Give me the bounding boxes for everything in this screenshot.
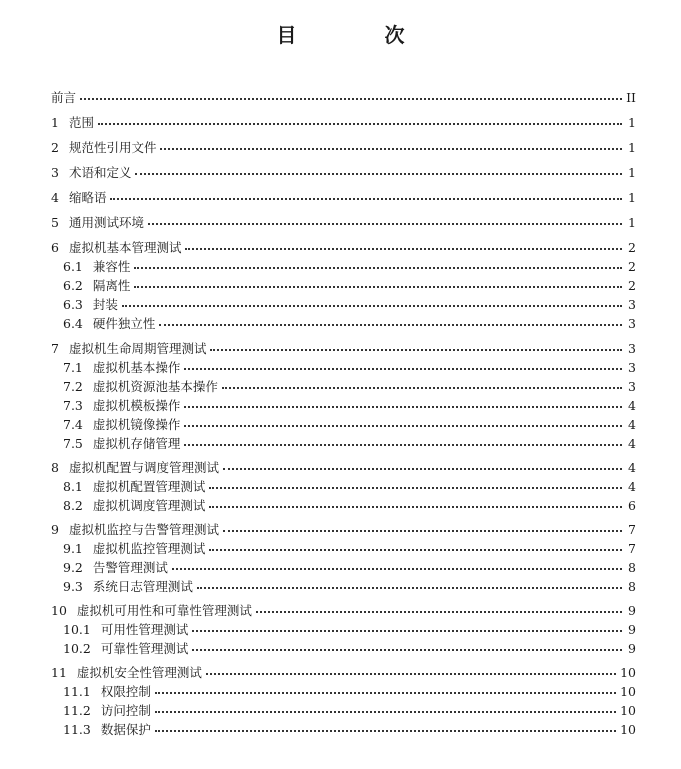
toc-entry-number: 2 (51, 140, 59, 155)
toc-entry[interactable] (51, 139, 636, 157)
dot-leader (184, 444, 622, 446)
toc-entry-number: 7 (51, 341, 59, 356)
toc-entry-number: 6.1 (63, 259, 83, 274)
toc-entry-label: 术语和定义 (68, 165, 132, 180)
toc-entry-label: 可靠性管理测试 (100, 641, 189, 656)
toc-entry-number: 9.1 (63, 541, 83, 556)
dot-leader (222, 387, 622, 389)
dot-leader (209, 506, 622, 508)
toc-entry[interactable] (63, 397, 636, 415)
toc-entry-label: 可用性管理测试 (100, 622, 189, 637)
dot-leader (197, 587, 622, 589)
toc-entry-label: 虚拟机生命周期管理测试 (68, 341, 207, 356)
dot-leader (110, 198, 622, 200)
dot-leader (160, 148, 622, 150)
dot-leader (192, 630, 622, 632)
toc-entry-number: 6.4 (63, 316, 83, 331)
toc-entry[interactable] (63, 559, 636, 577)
toc-entry-label: 虚拟机基本管理测试 (68, 240, 182, 255)
toc-entry[interactable] (51, 214, 636, 232)
toc-entry-number: 10.2 (63, 641, 91, 656)
toc-entry-page: 6 (628, 498, 636, 513)
toc-entry-number: 10 (51, 603, 67, 618)
toc-entry-number: 7.1 (63, 360, 83, 375)
toc-entry-number: 4 (51, 190, 59, 205)
toc-entry-number: 9.2 (63, 560, 83, 575)
toc-entry-page: II (626, 90, 636, 105)
dot-leader (184, 406, 622, 408)
toc-entry-number: 8.1 (63, 479, 83, 494)
toc-entry[interactable] (51, 340, 636, 358)
toc-entry-page: 1 (628, 215, 636, 230)
toc-entry-label: 封装 (92, 297, 118, 312)
toc-entry-number: 6.2 (63, 278, 83, 293)
toc-entry[interactable] (63, 640, 636, 658)
dot-leader (184, 425, 622, 427)
dot-leader (134, 286, 622, 288)
dot-leader (155, 711, 616, 713)
dot-leader (209, 487, 622, 489)
toc-entry-page: 3 (628, 341, 636, 356)
toc-entry[interactable] (63, 621, 636, 639)
toc-entry[interactable] (51, 459, 636, 477)
toc-entry-page: 3 (628, 379, 636, 394)
toc-entry-label: 范围 (68, 115, 94, 130)
dot-leader (134, 267, 622, 269)
toc-entry-label: 权限控制 (100, 684, 151, 699)
toc-entry-page: 1 (628, 190, 636, 205)
toc-entry-number: 1 (51, 115, 59, 130)
toc-entry-number: 7.4 (63, 417, 83, 432)
toc-entry[interactable] (63, 416, 636, 434)
toc-entry[interactable] (63, 540, 636, 558)
toc-entry[interactable] (51, 89, 636, 107)
toc-entry[interactable] (51, 521, 636, 539)
toc-entry-page: 9 (628, 641, 636, 656)
toc-entry-label: 规范性引用文件 (68, 140, 157, 155)
toc-entry-page: 4 (628, 398, 636, 413)
toc-entry-page: 4 (628, 436, 636, 451)
toc-entry-label: 虚拟机监控与告警管理测试 (68, 522, 219, 537)
toc-entry[interactable] (63, 435, 636, 453)
toc-entry-number: 3 (51, 165, 59, 180)
toc-entry-label: 访问控制 (100, 703, 151, 718)
toc-entry-page: 1 (628, 140, 636, 155)
toc-entry-page: 2 (628, 259, 636, 274)
toc-entry-label: 虚拟机存储管理 (92, 436, 181, 451)
toc-entry-label: 缩略语 (68, 190, 107, 205)
dot-leader (223, 468, 622, 470)
toc-entry-page: 1 (628, 165, 636, 180)
toc-entry-page: 3 (628, 360, 636, 375)
toc-entry[interactable] (51, 114, 636, 132)
dot-leader (159, 324, 622, 326)
toc-entry[interactable] (51, 602, 636, 620)
toc-entry[interactable] (63, 315, 636, 333)
toc-entry-page: 4 (628, 417, 636, 432)
toc-entry[interactable] (63, 478, 636, 496)
toc-entry-number: 9.3 (63, 579, 83, 594)
toc-entry-page: 7 (628, 522, 636, 537)
toc-entry[interactable] (63, 378, 636, 396)
dot-leader (209, 549, 622, 551)
toc-entry[interactable] (63, 721, 636, 739)
dot-leader (135, 173, 622, 175)
toc-entry-page: 2 (628, 240, 636, 255)
toc-entry-page: 3 (628, 297, 636, 312)
toc-entry-label: 隔离性 (92, 278, 131, 293)
toc-entry-label: 虚拟机安全性管理测试 (76, 665, 202, 680)
toc-entry-label: 虚拟机调度管理测试 (92, 498, 206, 513)
dot-leader (98, 123, 622, 125)
dot-leader (192, 649, 622, 651)
dot-leader (256, 611, 622, 613)
toc-entry-label: 虚拟机配置管理测试 (92, 479, 206, 494)
page-title: 目 次 (276, 23, 439, 47)
toc-entry-label: 兼容性 (92, 259, 131, 274)
toc-entry-label: 虚拟机模板操作 (92, 398, 181, 413)
toc-entry-page: 10 (620, 722, 636, 737)
toc-entry-label: 虚拟机配置与调度管理测试 (68, 460, 219, 475)
toc-entry[interactable] (63, 683, 636, 701)
toc-entry-page: 7 (628, 541, 636, 556)
dot-leader (148, 223, 622, 225)
toc-entry-number: 7.2 (63, 379, 83, 394)
toc-entry-number: 7.5 (63, 436, 83, 451)
toc-entry-number: 5 (51, 215, 59, 230)
toc-entry[interactable] (51, 239, 636, 257)
toc-entry-number: 11.2 (63, 703, 91, 718)
toc-entry[interactable] (63, 359, 636, 377)
toc-entry-number: 7.3 (63, 398, 83, 413)
toc-entry-page: 2 (628, 278, 636, 293)
dot-leader (184, 368, 622, 370)
dot-leader (172, 568, 622, 570)
toc-entry-page: 3 (628, 316, 636, 331)
toc-entry-label: 告警管理测试 (92, 560, 168, 575)
toc-entry-page: 9 (628, 603, 636, 618)
toc-entry-number: 9 (51, 522, 59, 537)
toc-entry[interactable] (63, 702, 636, 720)
toc-entry-number: 11.3 (63, 722, 91, 737)
toc-entry-number: 11 (51, 665, 67, 680)
toc-entry-number: 10.1 (63, 622, 91, 637)
dot-leader (155, 730, 616, 732)
toc-entry-label: 硬件独立性 (92, 316, 156, 331)
dot-leader (185, 248, 622, 250)
toc-entry-label: 数据保护 (100, 722, 151, 737)
toc-entry-label: 系统日志管理测试 (92, 579, 193, 594)
toc-entry[interactable] (63, 497, 636, 515)
toc-entry-label: 前言 (51, 90, 77, 105)
toc-entry[interactable] (63, 296, 636, 314)
toc-entry-label: 虚拟机可用性和可靠性管理测试 (76, 603, 252, 618)
toc-entry-label: 虚拟机监控管理测试 (92, 541, 206, 556)
toc-entry[interactable] (63, 258, 636, 276)
toc-entry-number: 11.1 (63, 684, 91, 699)
toc-entry-label: 虚拟机镜像操作 (92, 417, 181, 432)
toc-entry-label: 通用测试环境 (68, 215, 144, 230)
toc-entry-page: 8 (628, 560, 636, 575)
toc-entry-page: 10 (620, 703, 636, 718)
toc-entry-label: 虚拟机资源池基本操作 (92, 379, 218, 394)
toc-entry-page: 9 (628, 622, 636, 637)
toc-entry-page: 10 (620, 684, 636, 699)
toc-entry[interactable] (63, 578, 636, 596)
toc-entry-page: 1 (628, 115, 636, 130)
toc-entry-number: 8.2 (63, 498, 83, 513)
toc-entry[interactable] (63, 277, 636, 295)
toc-entry-number: 6.3 (63, 297, 83, 312)
toc-entry[interactable] (51, 164, 636, 182)
toc-entry-number: 8 (51, 460, 59, 475)
dot-leader (122, 305, 622, 307)
toc-entry[interactable] (51, 664, 636, 682)
toc-entry[interactable] (51, 189, 636, 207)
dot-leader (80, 98, 622, 100)
toc-entry-number: 6 (51, 240, 59, 255)
toc-entry-page: 10 (620, 665, 636, 680)
toc-entry-page: 8 (628, 579, 636, 594)
toc-entry-label: 虚拟机基本操作 (92, 360, 181, 375)
dot-leader (223, 530, 622, 532)
dot-leader (155, 692, 616, 694)
dot-leader (210, 349, 622, 351)
toc-entry-page: 4 (628, 460, 636, 475)
toc-entry-page: 4 (628, 479, 636, 494)
dot-leader (206, 673, 616, 675)
